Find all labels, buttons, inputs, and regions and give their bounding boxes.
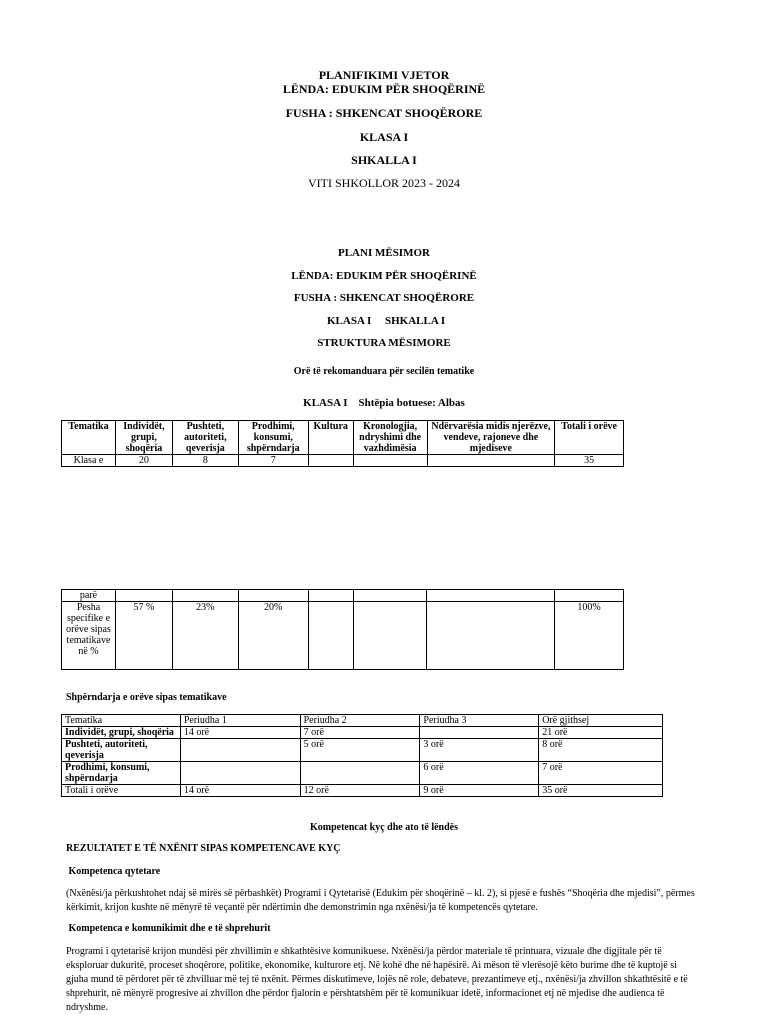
competences-title: Kompetencat kyç dhe ato të lëndës [309, 822, 459, 833]
header-cell: Pushteti, autoriteti, qeverisja [172, 421, 238, 455]
plan-class: KLASA I [327, 315, 372, 327]
distribution-header-row [62, 715, 663, 727]
table-cell: 20% [238, 602, 308, 670]
hours-table-header-row [62, 421, 624, 455]
table-cell [308, 590, 353, 602]
table-cell: 8 orë [539, 739, 663, 762]
doc-class: KLASA I [359, 130, 409, 144]
plan-publisher: KLASA I Shtëpia botuese: Albas [303, 397, 465, 409]
header-cell: Prodhimi, konsumi, shpërndarja [238, 421, 308, 455]
hours-table [61, 420, 624, 467]
table-cell: 9 orë [420, 785, 539, 797]
table-cell [427, 590, 555, 602]
table-cell: 35 [555, 455, 624, 467]
doc-title: PLANIFIKIMI VJETOR [318, 68, 450, 82]
table-cell [353, 602, 427, 670]
table-cell: 14 orë [180, 785, 300, 797]
civic-competence-heading: Kompetenca qytetare [66, 866, 161, 877]
header-cell: Kronologjia, ndryshimi dhe vazhdimësia [353, 421, 427, 455]
table-row [62, 727, 663, 739]
table-cell [180, 762, 300, 785]
table-cell: 35 orë [539, 785, 663, 797]
civic-competence-text: (Nxënësi/ja përkushtohet ndaj së mirës së përbashkët) Programi i Qytetarisë (Edukim për shoqërinë – kl. 2), si pjesë e fushës “Shoqëria dhe mjedisi”, përmes kërkimit, krijon kushte në mënyrë të veçantë për ndërtimin dhe demonstrimin nga nxënësi/ja të kompetencës qytetare. [66, 888, 695, 913]
communication-competence-heading: Kompetenca e komunikimit dhe e të shprehurit [66, 923, 271, 934]
header-cell: Periudha 1 [180, 715, 300, 727]
header-cell: Orë gjithsej [539, 715, 663, 727]
distribution-heading: Shpërndarja e orëve sipas tematikave [66, 692, 227, 703]
table-cell [300, 762, 420, 785]
table-cell: 7 [238, 455, 308, 467]
plan-field: FUSHA : SHKENCAT SHOQËRORE [293, 292, 475, 304]
results-heading: REZULTATET E TË NXËNIT SIPAS KOMPETENCAVE KYÇ [66, 843, 341, 854]
table-cell [172, 590, 238, 602]
table-row [62, 602, 624, 670]
hours-table-continued [61, 589, 624, 670]
plan-title: PLANI MËSIMOR [338, 247, 430, 259]
table-cell [238, 590, 308, 602]
table-cell [353, 590, 427, 602]
table-cell: 21 orë [539, 727, 663, 739]
header-cell: Ndërvarësia midis njerëzve, vendeve, rajoneve dhe mjediseve [427, 421, 555, 455]
table-cell: 8 [172, 455, 238, 467]
table-cell: 7 orë [300, 727, 420, 739]
table-cell: 7 orë [539, 762, 663, 785]
table-cell: Pesha specifike e orëve sipas tematikave në % [62, 602, 116, 670]
table-cell: 57 % [115, 602, 172, 670]
table-cell [308, 455, 353, 467]
plan-recommended-hours: Orë të rekomanduara për secilën tematike [293, 366, 475, 377]
table-row [62, 739, 663, 762]
plan-subject: LËNDA: EDUKIM PËR SHOQËRINË [291, 270, 477, 282]
header-cell: Totali i orëve [555, 421, 624, 455]
table-cell: 5 orë [300, 739, 420, 762]
table-row [62, 455, 624, 467]
header-cell: Periudha 3 [420, 715, 539, 727]
header-cell: Individët, grupi, shoqëria [115, 421, 172, 455]
table-row [62, 785, 663, 797]
table-cell [420, 727, 539, 739]
table-cell: 23% [172, 602, 238, 670]
doc-field: FUSHA : SHKENCAT SHOQËRORE [285, 106, 483, 120]
table-cell: 100% [555, 602, 624, 670]
doc-level: SHKALLA I [351, 153, 417, 167]
table-cell: 6 orë [420, 762, 539, 785]
table-cell [427, 602, 555, 670]
doc-subject: LËNDA: EDUKIM PËR SHOQËRINË [282, 82, 486, 96]
table-cell: 20 [115, 455, 172, 467]
doc-school-year: VITI SHKOLLOR 2023 - 2024 [308, 176, 460, 190]
header-cell: Tematika [62, 715, 181, 727]
table-cell: Prodhimi, konsumi, shpërndarja [62, 762, 181, 785]
table-cell [115, 590, 172, 602]
header-cell: Tematika [62, 421, 116, 455]
table-cell: 14 orë [180, 727, 300, 739]
table-cell: 3 orë [420, 739, 539, 762]
table-cell: 12 orë [300, 785, 420, 797]
table-cell [353, 455, 427, 467]
table-cell [555, 590, 624, 602]
table-cell: Totali i orëve [62, 785, 181, 797]
table-row [62, 762, 663, 785]
table-cell: Pushteti, autoriteti, qeverisja [62, 739, 181, 762]
table-cell [427, 455, 555, 467]
plan-structure: STRUKTURA MËSIMORE [317, 337, 451, 349]
table-cell: Individët, grupi, shoqëria [62, 727, 181, 739]
table-cell [180, 739, 300, 762]
header-cell: Kultura [308, 421, 353, 455]
table-cell [308, 602, 353, 670]
communication-competence-text: Programi i qytetarisë krijon mundësi për zhvillimin e shkathtësive komunikuese. Nxënësi/ja përdor materiale të printuara, vizuale dhe digjitale për të eksploruar dukuritë, proceset shoqërore, politike, ekonomike, kulturore etj. Në kohë dhe në hapësirë. Ai mëson të vlerësojë këto burime dhe të kuptojë si gjuha mund të përdoret për të zhvilluar më tej të nxënit. Përmes diskutimeve, lojës në role, debateve, prezantimeve etj., nxënësi/ja zhvillon shkathtësitë e të shprehurit, në mënyrë progresive ai zhvillon dhe përdor fjalorin e përshtatshëm për të komunikuar idetë, informacionet etj në mjedise dhe audienca të ndryshme. [66, 946, 688, 1013]
table-cell: parë [62, 590, 116, 602]
table-row [62, 590, 624, 602]
plan-level: SHKALLA I [385, 315, 446, 327]
table-cell: Klasa e [62, 455, 116, 467]
distribution-table [61, 714, 663, 797]
header-cell: Periudha 2 [300, 715, 420, 727]
